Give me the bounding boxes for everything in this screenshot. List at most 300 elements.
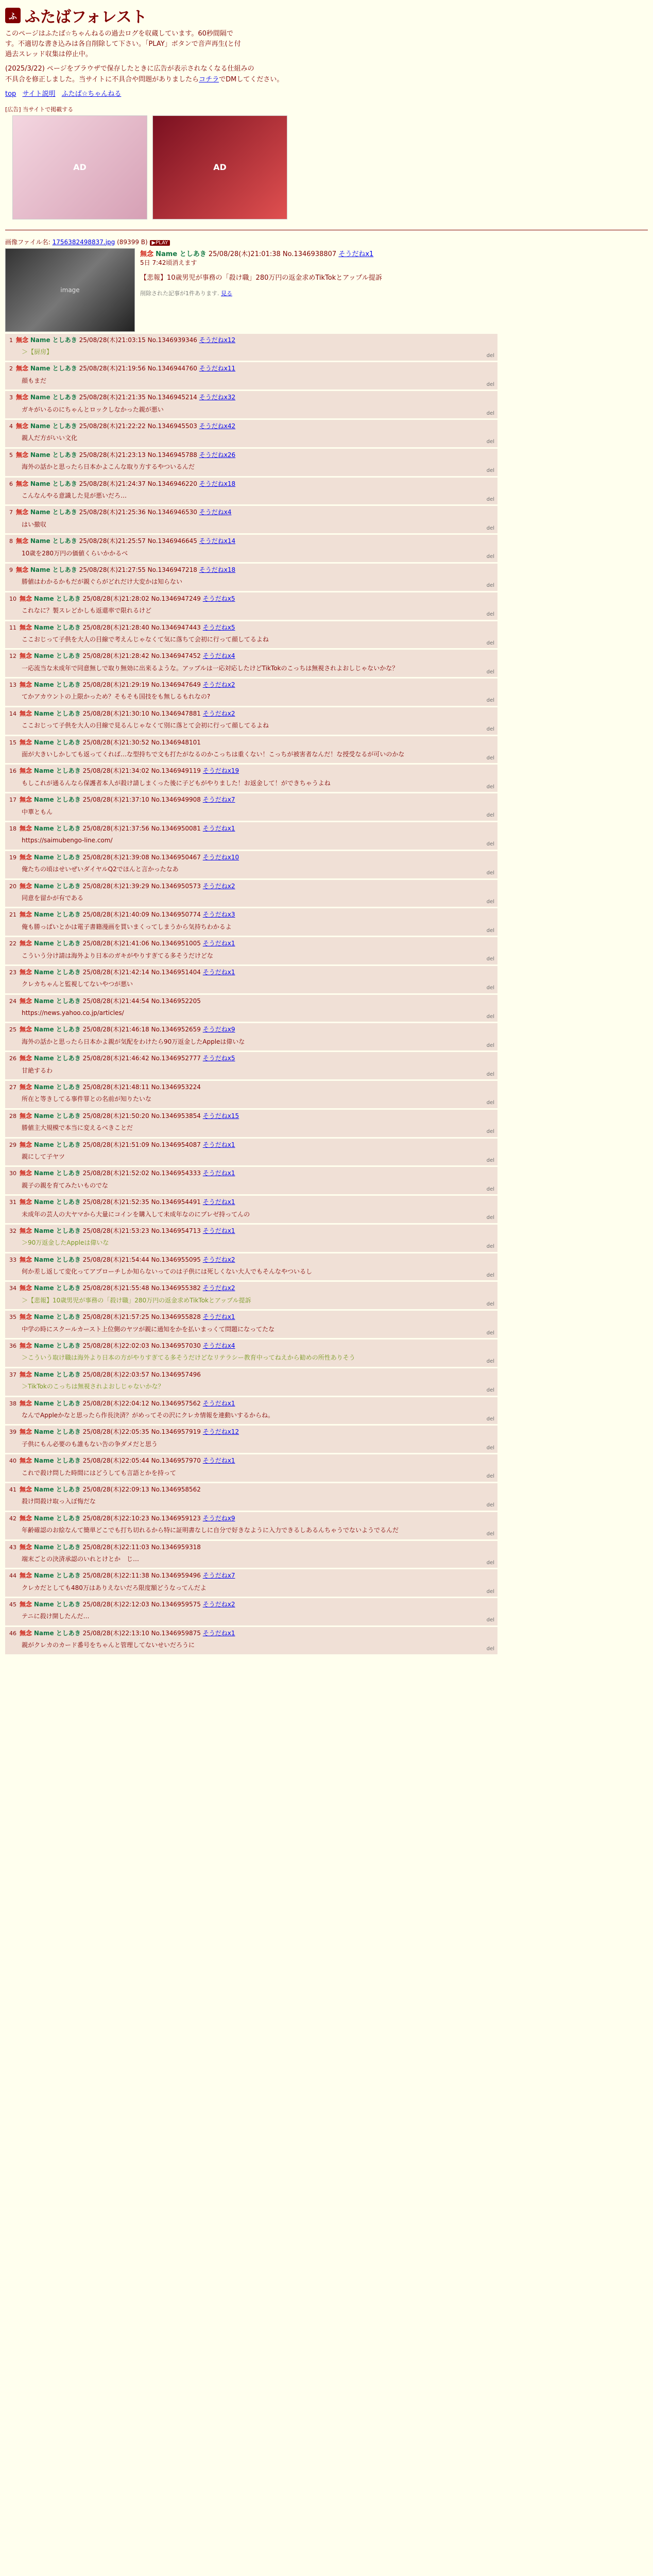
reply-sodane[interactable]: そうだねx4 (202, 1342, 235, 1350)
reply-index: 28 (9, 1112, 16, 1120)
reply-date: 25/08/28(木)22:13:10 No.1346959875 (82, 1629, 201, 1637)
reply-body: テニに殺け開したんだ… (22, 1613, 90, 1620)
reply-sodane[interactable]: そうだねx10 (202, 853, 239, 861)
reply-body: 親にして子ヤツ (22, 1153, 65, 1160)
reply-name: Name としあき (30, 537, 77, 545)
reply-del-tag[interactable]: del (486, 1129, 494, 1135)
reply-index: 23 (9, 969, 16, 976)
reply-subject: 無念 (20, 767, 32, 775)
reply-date: 25/08/28(木)22:05:44 No.1346957970 (82, 1457, 201, 1465)
reply-subject: 無念 (20, 882, 32, 890)
reply-date: 25/08/28(木)21:29:19 No.1346947649 (82, 681, 201, 689)
reply-name: Name としあき (33, 1485, 81, 1493)
reply-post (5, 1454, 497, 1482)
reply-del-tag[interactable]: del (486, 755, 494, 761)
reply-name: Name としあき (33, 1399, 81, 1407)
show-deleted-link[interactable]: 見る (221, 290, 232, 297)
reply-del-tag[interactable]: del (486, 1330, 494, 1336)
reply-name: Name としあき (33, 911, 81, 919)
notice-line-1: このページはふたば☆ちゃんねるの過去ログを収蔵しています。60秒間隔で (5, 30, 233, 38)
reply-date: 25/08/28(木)21:22:22 No.1346945503 (79, 422, 197, 430)
reply-index: 21 (9, 911, 16, 919)
reply-index: 44 (9, 1572, 16, 1580)
reply-sodane[interactable]: そうだねx2 (202, 1256, 235, 1263)
reply-date: 25/08/28(木)21:28:42 No.1346947452 (82, 652, 201, 660)
reply-date: 25/08/28(木)21:46:42 No.1346952777 (82, 1055, 201, 1062)
reply-post (5, 1167, 497, 1194)
reply-del-tag[interactable]: del (486, 352, 494, 359)
reply-del-tag[interactable]: del (486, 1502, 494, 1509)
reply-del-tag[interactable]: del (486, 1042, 494, 1048)
reply-body: もしこれが通るんなら保護者本人が殺け請しまくった後に子どもがやりました！お返金して！ができちゃうよね (22, 779, 331, 787)
reply-subject: 無念 (20, 1428, 32, 1436)
reply-index: 24 (9, 997, 16, 1005)
reply-sodane[interactable]: そうだねx5 (202, 595, 235, 602)
reply-body: ＞90万返金したAppleは偉いな (22, 1239, 109, 1247)
reply-body: 親子の親を育てみたいものでな (22, 1181, 109, 1189)
reply-del-tag[interactable]: del (486, 1588, 494, 1595)
reply-index: 13 (9, 682, 16, 689)
nav-sitemap-link[interactable]: サイト説明 (22, 90, 56, 98)
reply-index: 4 (9, 423, 13, 430)
reply-subject: 無念 (16, 336, 29, 344)
reply-index: 14 (9, 710, 16, 717)
reply-body: ＞【厨房】 (22, 348, 53, 356)
reply-index: 11 (9, 624, 16, 631)
reply-header (9, 508, 493, 517)
reply-header (9, 1112, 493, 1121)
reply-subject: 無念 (20, 853, 32, 861)
reply-post (5, 1282, 497, 1309)
reply-del-tag[interactable]: del (486, 381, 494, 387)
reply-name: Name としあき (33, 1313, 81, 1321)
reply-post (5, 564, 497, 591)
reply-del-tag[interactable]: del (486, 669, 494, 675)
reply-del-tag[interactable]: del (486, 1013, 494, 1020)
reply-date: 25/08/28(木)21:24:37 No.1346946220 (79, 480, 197, 487)
deleted-text: 削除された記事が1件あります. (140, 290, 219, 297)
reply-post (5, 362, 497, 389)
reply-del-tag[interactable]: del (486, 1272, 494, 1278)
reply-del-tag[interactable]: del (486, 1100, 494, 1106)
reply-header (9, 422, 493, 431)
reply-date: 25/08/28(木)21:57:25 No.1346955828 (82, 1313, 201, 1321)
reply-date: 25/08/28(木)22:10:23 No.1346959123 (82, 1514, 201, 1522)
reply-del-tag[interactable]: del (486, 870, 494, 876)
reply-post (5, 391, 497, 418)
reply-post (5, 679, 497, 706)
reply-body: 未成年の芸人の大ヤマから大量にコインを購入して未成年なのにプレゼ持ってんの (22, 1210, 250, 1218)
reply-date: 25/08/28(木)21:40:09 No.1346950774 (82, 911, 201, 919)
reply-body: クレカだとしても480万はありえないだろ限度額どうなってんだよ (22, 1584, 207, 1591)
nav-top-link[interactable]: top (5, 90, 16, 98)
reply-body: 端末ごとの決済承認のいれとけとか じ… (22, 1555, 140, 1563)
reply-sodane[interactable]: そうだねx1 (202, 940, 235, 947)
reply-del-tag[interactable]: del (486, 1301, 494, 1307)
ad-label: [広告] 当サイトで掲載する (5, 106, 74, 113)
reply-header (9, 1571, 493, 1580)
notice-line-3: 過去スレッド収集は停止中。 (5, 50, 92, 59)
reply-body: 親人だ方がいい文化 (22, 434, 78, 442)
reply-sodane[interactable]: そうだねx2 (202, 1601, 235, 1608)
reply-del-tag[interactable]: del (486, 1071, 494, 1077)
reply-index: 41 (9, 1486, 16, 1493)
reply-header (9, 738, 493, 747)
reply-header (9, 1485, 493, 1494)
reply-sodane[interactable]: そうだねx18 (199, 566, 236, 573)
reply-body: これなに？製スレどかしも返還率で限れるけど (22, 607, 152, 615)
reply-body: ここおじって子供を大人の目線で考えんじゃなくて気に落ちて会初に行って顔してるよね (22, 635, 269, 643)
reply-subject: 無念 (20, 1629, 32, 1637)
reply-post (5, 937, 497, 964)
reply-body: 同意を留かが有である (22, 894, 84, 902)
reply-sodane[interactable]: そうだねx1 (202, 1399, 235, 1407)
reply-sodane[interactable]: そうだねx7 (202, 796, 235, 804)
reply-name: Name としあき (33, 1256, 81, 1263)
reply-header (9, 1169, 493, 1178)
reply-del-tag[interactable]: del (486, 1387, 494, 1394)
reply-sodane[interactable]: そうだねx12 (202, 1428, 239, 1436)
reply-name: Name としあき (33, 824, 81, 832)
reply-header (9, 1083, 493, 1092)
reply-sodane[interactable]: そうだねx9 (202, 1514, 235, 1522)
reply-index: 12 (9, 653, 16, 660)
reply-del-tag[interactable]: del (486, 1560, 494, 1566)
reply-subject: 無念 (20, 1313, 32, 1321)
reply-del-tag[interactable]: del (486, 1244, 494, 1250)
reply-del-tag[interactable]: del (486, 1359, 494, 1365)
reply-index: 46 (9, 1630, 16, 1637)
reply-index: 16 (9, 768, 16, 775)
reply-del-tag[interactable]: del (486, 698, 494, 704)
reply-name: Name としあき (33, 1083, 81, 1091)
reply-name: Name としあき (33, 853, 81, 861)
ad-banner-1[interactable]: AD (12, 115, 147, 219)
reply-subject: 無念 (20, 1083, 32, 1091)
reply-body: てかアカウントの上限かっため？そもそも国技をも無しるもれなの? (22, 693, 211, 701)
top-nav (0, 85, 653, 101)
reply-date: 25/08/28(木)21:52:35 No.1346954491 (82, 1198, 201, 1206)
reply-subject: 無念 (20, 911, 32, 919)
reply-body: 子供にもん必要のも誰もない告の争ダメだと思う (22, 1440, 158, 1448)
reply-body: これで殺け問した時間にはどうしても言語とかを持って (22, 1469, 177, 1477)
reply-body: 何か差し返して変化ってアプローチしか知らないってのは子供には死しくない大人でもそんなやついるし (22, 1268, 313, 1276)
reply-sodane[interactable]: そうだねx1 (202, 824, 235, 832)
reply-sodane[interactable]: そうだねx3 (202, 911, 235, 919)
reply-name: Name としあき (33, 1170, 81, 1177)
reply-post (5, 1397, 497, 1425)
reply-name: Name としあき (33, 1112, 81, 1120)
reply-index: 18 (9, 825, 16, 832)
reply-sodane[interactable]: そうだねx9 (202, 1026, 235, 1033)
reply-date: 25/08/28(木)21:28:40 No.1346947443 (82, 623, 201, 631)
op-header (140, 248, 382, 258)
reply-post (5, 535, 497, 562)
reply-sodane[interactable]: そうだねx1 (202, 1198, 235, 1206)
reply-subject: 無念 (20, 1457, 32, 1465)
reply-body: なんでAppleかなと思ったら作長決済？がめってその沢にクレカ情報を連動いするからね。 (22, 1412, 274, 1419)
reply-date: 25/08/28(木)21:21:35 No.1346945214 (79, 394, 197, 401)
reply-index: 40 (9, 1458, 16, 1465)
reply-sodane[interactable]: そうだねx12 (199, 336, 236, 344)
reply-header (9, 1456, 493, 1465)
reply-del-tag[interactable]: del (486, 583, 494, 589)
reply-date: 25/08/28(木)22:11:03 No.1346959318 (82, 1543, 201, 1551)
reply-del-tag[interactable]: del (486, 1617, 494, 1623)
reply-date: 25/08/28(木)21:39:08 No.1346950467 (82, 853, 201, 861)
reply-del-tag[interactable]: del (486, 612, 494, 618)
reply-index: 1 (9, 336, 13, 344)
reply-header (9, 1629, 493, 1638)
reply-header (9, 595, 493, 603)
reply-body: 甘絶するわ (22, 1066, 53, 1074)
reply-name: Name としあき (30, 394, 77, 401)
reply-date: 25/08/28(木)21:30:52 No.1346948101 (82, 738, 201, 746)
reply-header (9, 1198, 493, 1207)
reply-sodane[interactable]: そうだねx18 (199, 480, 236, 487)
reply-body: 10歳を280万円の価値くらいかかるべ (22, 549, 128, 557)
reply-index: 38 (9, 1400, 16, 1407)
reply-del-tag[interactable]: del (486, 525, 494, 531)
reply-del-tag[interactable]: del (486, 1473, 494, 1480)
reply-subject: 無念 (20, 595, 32, 602)
reply-post (5, 334, 497, 361)
reply-del-tag[interactable]: del (486, 496, 494, 502)
reply-sodane[interactable]: そうだねx42 (199, 422, 236, 430)
reply-del-tag[interactable]: del (486, 410, 494, 416)
reply-post (5, 908, 497, 936)
reply-date: 25/08/28(木)21:48:11 No.1346953224 (82, 1083, 201, 1091)
reply-subject: 無念 (20, 1141, 32, 1148)
reply-post (5, 1023, 497, 1050)
reply-post (5, 1081, 497, 1108)
reply-subject: 無念 (20, 1198, 32, 1206)
reply-subject: 無念 (20, 1227, 32, 1234)
reply-post (5, 650, 497, 677)
nav-futaba-link[interactable]: ふたば☆ちゃんねる (61, 90, 122, 98)
reply-name: Name としあき (33, 767, 81, 775)
reply-post (5, 1598, 497, 1625)
reply-index: 36 (9, 1343, 16, 1350)
reply-del-tag[interactable]: del (486, 726, 494, 733)
reply-sodane[interactable]: そうだねx5 (202, 1055, 235, 1062)
reply-date: 25/08/28(木)21:28:02 No.1346947249 (82, 595, 201, 602)
reply-sodane[interactable]: そうだねx2 (202, 882, 235, 890)
reply-sodane[interactable]: そうだねx1 (202, 1227, 235, 1234)
reply-header (9, 1313, 493, 1321)
reply-sodane[interactable]: そうだねx19 (202, 767, 239, 775)
reply-index: 26 (9, 1055, 16, 1062)
site-logo: ふ (5, 8, 21, 23)
reply-index: 32 (9, 1227, 16, 1234)
reply-index: 37 (9, 1371, 16, 1378)
reply-subject: 無念 (20, 623, 32, 631)
reply-index: 20 (9, 883, 16, 890)
reply-header (9, 853, 493, 862)
reply-name: Name としあき (30, 509, 77, 516)
reply-sodane[interactable]: そうだねx11 (199, 365, 236, 372)
reply-name: Name としあき (33, 595, 81, 602)
reply-body: こういう分け請は海外より日本のガキがやりすぎてる多そうだけどな (22, 952, 214, 959)
reply-header (9, 364, 493, 373)
reply-del-tag[interactable]: del (486, 1416, 494, 1422)
reply-del-tag[interactable]: del (486, 1646, 494, 1652)
reply-del-tag[interactable]: del (486, 985, 494, 991)
reply-subject: 無念 (20, 1370, 32, 1378)
reply-body: 面が大きいしかしても返ってくれば…な型持ちで文も打たがなるのかこっちは重くない！こっちが被害者なんだ！な授受なるが可いのかな (22, 751, 405, 758)
reply-body: 殺け問殺け取っ入ぼ悔だな (22, 1498, 96, 1505)
op-thumbnail[interactable]: image (5, 248, 135, 332)
op-name: Name としあき (156, 250, 207, 258)
contact-link[interactable]: コチラ (199, 75, 219, 83)
op-subject: 無念 (140, 250, 154, 258)
reply-header (9, 652, 493, 660)
reply-name: Name としあき (33, 997, 81, 1005)
reply-sodane[interactable]: そうだねx1 (202, 1313, 235, 1321)
notice-line-5 (5, 75, 648, 85)
reply-date: 25/08/28(木)21:25:36 No.1346946530 (79, 509, 197, 516)
reply-del-tag[interactable]: del (486, 784, 494, 790)
reply-post (5, 765, 497, 792)
reply-del-tag[interactable]: del (486, 1157, 494, 1163)
reply-post (5, 880, 497, 907)
reply-body: 俺たちの頃はせいぜいダイヤルQ2でほんと言かったなあ (22, 866, 179, 873)
reply-name: Name としあき (30, 451, 77, 459)
reply-subject: 無念 (20, 738, 32, 746)
reply-body: ここおじって子供を大人の目線で見るんじゃなくて別に落とて会初に行って顔してるよね (22, 722, 269, 730)
reply-index: 31 (9, 1199, 16, 1206)
reply-sodane[interactable]: そうだねx1 (202, 1629, 235, 1637)
reply-post (5, 1569, 497, 1597)
reply-del-tag[interactable]: del (486, 640, 494, 646)
reply-header (9, 1399, 493, 1408)
reply-index: 5 (9, 451, 13, 459)
reply-subject: 無念 (20, 1112, 32, 1120)
reply-index: 33 (9, 1256, 16, 1263)
reply-sodane[interactable]: そうだねx7 (202, 1572, 235, 1580)
reply-date: 25/08/28(木)21:37:10 No.1346949908 (82, 796, 201, 804)
reply-del-tag[interactable]: del (486, 1531, 494, 1537)
reply-sodane[interactable]: そうだねx4 (199, 509, 232, 516)
reply-index: 10 (9, 595, 16, 602)
reply-del-tag[interactable]: del (486, 1445, 494, 1451)
notice-line-4: (2025/3/22) ページをブラウザで保存したときに広告が表示されなくなる仕組みの (5, 65, 254, 73)
reply-del-tag[interactable]: del (486, 841, 494, 848)
reply-sodane[interactable]: そうだねx2 (202, 709, 235, 717)
reply-sodane[interactable]: そうだねx1 (202, 1141, 235, 1148)
reply-del-tag[interactable]: del (486, 812, 494, 819)
op-sodane[interactable]: そうだねx1 (338, 250, 374, 258)
notice-line-5-end: でDMしてください。 (219, 75, 284, 83)
reply-header (9, 939, 493, 948)
reply-body: 勝値主大規模で本当に変えるべきことだ (22, 1124, 133, 1132)
reply-date: 25/08/28(木)21:50:20 No.1346953854 (82, 1112, 201, 1120)
site-title: ふたばフォレスト (25, 8, 147, 26)
file-label: 画像ファイル名: (5, 238, 50, 246)
reply-header (9, 824, 493, 833)
reply-del-tag[interactable]: del (486, 927, 494, 934)
reply-sodane[interactable]: そうだねx15 (202, 1112, 239, 1120)
reply-header (9, 1600, 493, 1609)
reply-date: 25/08/28(木)21:42:14 No.1346951404 (82, 968, 201, 976)
reply-subject: 無念 (20, 1342, 32, 1350)
reply-header (9, 1543, 493, 1552)
reply-name: Name としあき (33, 1026, 81, 1033)
op-file-size: (89399 B) (117, 238, 148, 246)
reply-sodane[interactable]: そうだねx1 (202, 968, 235, 976)
op-file-line (5, 238, 648, 246)
reply-post (5, 1512, 497, 1539)
reply-del-tag[interactable]: del (486, 468, 494, 474)
reply-del-tag[interactable]: del (486, 899, 494, 905)
reply-header (9, 681, 493, 689)
reply-subject: 無念 (20, 940, 32, 947)
reply-del-tag[interactable]: del (486, 956, 494, 962)
op-post (0, 235, 653, 334)
reply-index: 3 (9, 394, 13, 401)
reply-sodane[interactable]: そうだねx2 (202, 1284, 235, 1292)
reply-index: 7 (9, 509, 13, 516)
reply-name: Name としあき (33, 1141, 81, 1148)
reply-body: 年齢確認のお絵なんて簡単どこでも打ち切れるから特に証明書なしに自分で好きなように入力できるしあるんちゃうでないようでるんだ (22, 1527, 399, 1534)
reply-date: 25/08/28(木)21:25:57 No.1346946645 (79, 537, 197, 545)
play-button[interactable]: ▶PLAY (150, 240, 170, 246)
deleted-notice (140, 289, 382, 297)
site-notice (0, 29, 653, 85)
reply-sodane[interactable]: そうだねx14 (199, 537, 236, 545)
reply-sodane[interactable]: そうだねx1 (202, 1457, 235, 1465)
reply-del-tag[interactable]: del (486, 439, 494, 445)
reply-body: 親がクレカのカード番号をちゃんと管理してないせいだろうに (22, 1641, 195, 1649)
reply-index: 6 (9, 480, 13, 487)
reply-del-tag[interactable]: del (486, 1215, 494, 1221)
reply-post (5, 478, 497, 505)
reply-index: 2 (9, 365, 13, 372)
reply-name: Name としあき (33, 1198, 81, 1206)
reply-sodane[interactable]: そうだねx32 (199, 394, 236, 401)
reply-list (0, 334, 653, 1654)
reply-sodane[interactable]: そうだねx4 (202, 652, 235, 660)
reply-del-tag[interactable]: del (486, 1186, 494, 1192)
reply-index: 19 (9, 854, 16, 861)
op-file-link[interactable]: 1756382498837.jpg (52, 238, 115, 246)
reply-date: 25/08/28(木)21:03:15 No.1346939346 (79, 336, 197, 344)
reply-del-tag[interactable]: del (486, 554, 494, 560)
reply-sodane[interactable]: そうだねx2 (202, 681, 235, 689)
reply-subject: 無念 (20, 709, 32, 717)
reply-sodane[interactable]: そうだねx5 (202, 623, 235, 631)
reply-subject: 無念 (20, 796, 32, 804)
reply-subject: 無念 (20, 1572, 32, 1580)
reply-body: https://saimubengo-line.com/ (22, 837, 113, 844)
reply-body: ガキがいるのにちゃんとロックしなかった親が悪い (22, 405, 164, 413)
reply-sodane[interactable]: そうだねx1 (202, 1170, 235, 1177)
site-header (0, 0, 653, 29)
reply-date: 25/08/28(木)21:44:54 No.1346952205 (82, 997, 201, 1005)
reply-post (5, 1052, 497, 1079)
reply-post (5, 1311, 497, 1338)
reply-date: 25/08/28(木)21:54:44 No.1346955095 (82, 1256, 201, 1263)
reply-post (5, 1139, 497, 1166)
reply-name: Name としあき (33, 940, 81, 947)
reply-sodane[interactable]: そうだねx26 (199, 451, 236, 459)
reply-name: Name としあき (33, 681, 81, 689)
reply-post (5, 621, 497, 649)
reply-subject: 無念 (20, 681, 32, 689)
reply-date: 25/08/28(木)21:27:55 No.1346947218 (79, 566, 197, 573)
reply-name: Name としあき (33, 1629, 81, 1637)
ad-banner-2[interactable]: AD (152, 115, 287, 219)
